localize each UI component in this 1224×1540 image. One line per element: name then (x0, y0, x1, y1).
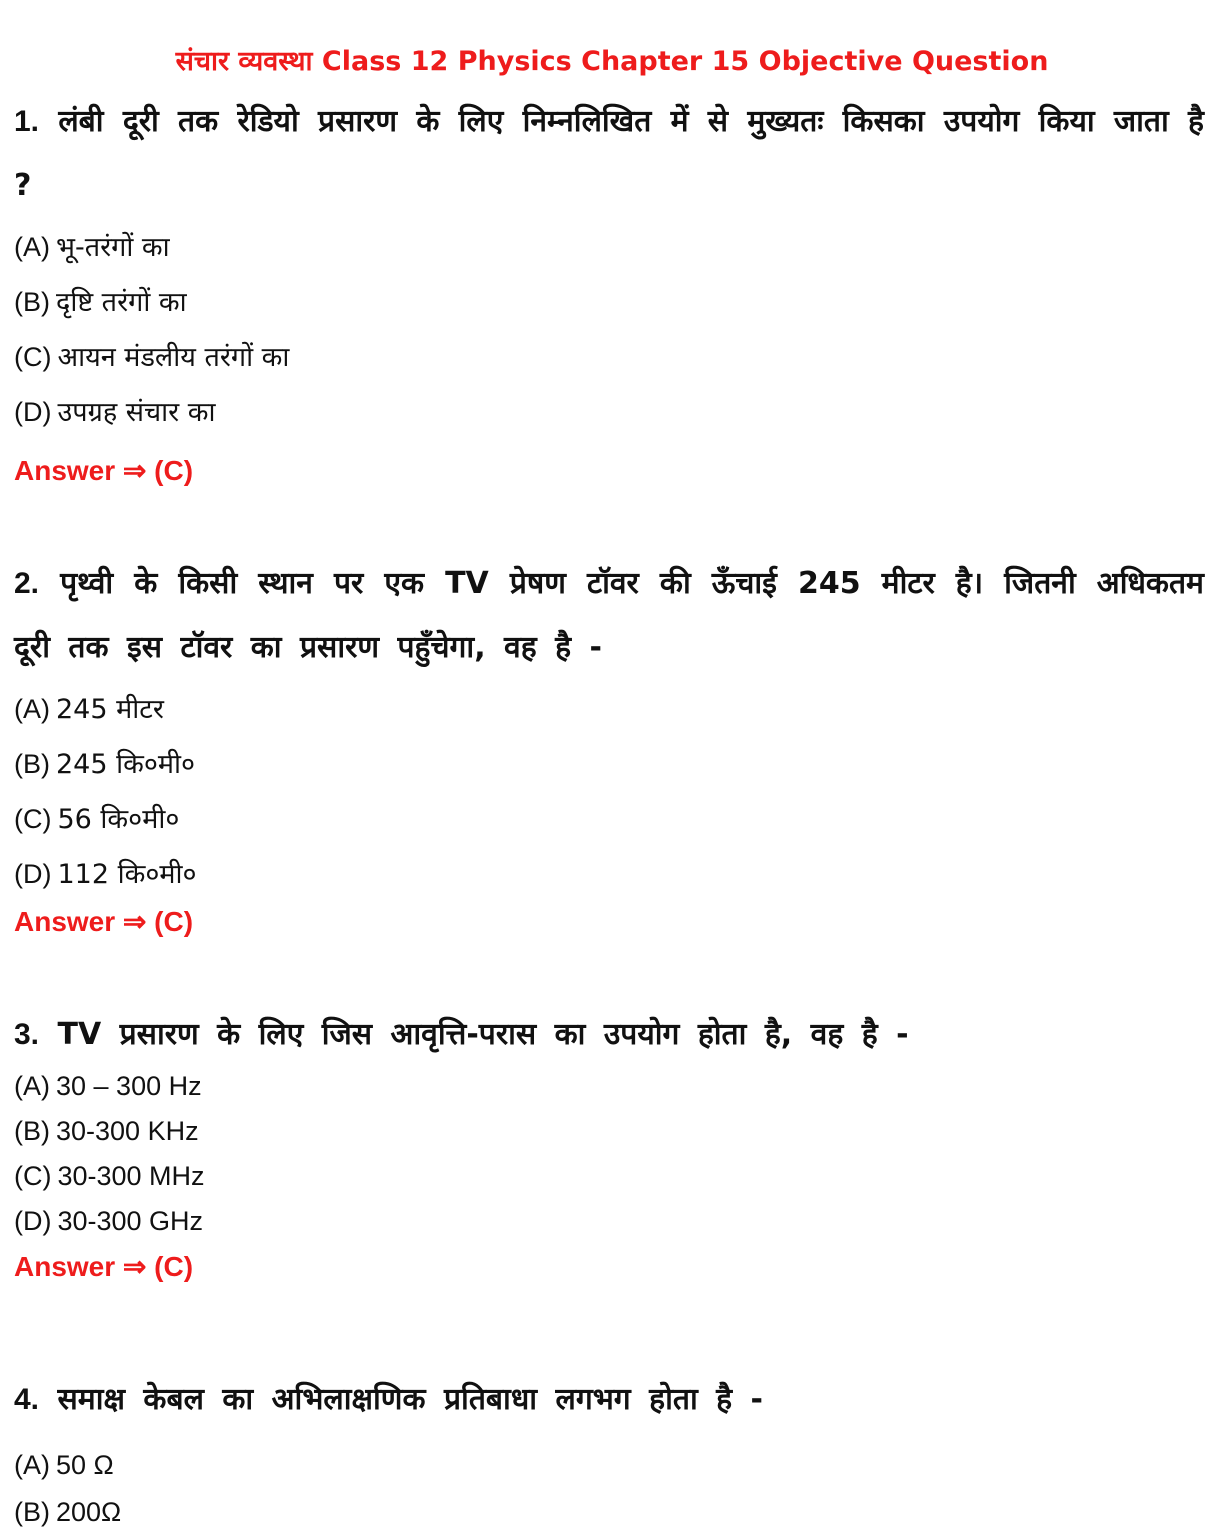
option-text: 30 – 300 Hz (56, 1071, 202, 1101)
option-list (14, 220, 1204, 440)
question-number: 2. (14, 567, 40, 600)
option-key: (B) (14, 287, 50, 317)
option-text: 30-300 MHz (57, 1161, 205, 1191)
option-a (14, 682, 1204, 737)
option-text: दृष्टि तरंगों का (56, 287, 187, 318)
question-text (14, 1010, 1204, 1060)
option-b (14, 1109, 1204, 1154)
question-body: TV प्रसारण के लिए जिस आवृत्ति-परास का उपयोग होता है, वह है - (57, 1017, 909, 1052)
option-text: 50 Ω (56, 1450, 114, 1480)
option-list (14, 682, 1204, 902)
option-b (14, 737, 1204, 792)
option-text: आयन मंडलीय तरंगों का (57, 342, 290, 373)
option-key: (B) (14, 749, 50, 779)
option-key: (A) (14, 1071, 50, 1101)
option-key: (A) (14, 232, 50, 262)
option-d (14, 1199, 1204, 1244)
option-d (14, 847, 1204, 902)
option-c (14, 330, 1204, 385)
answer-label: Answer ⇒ (C) (14, 455, 194, 486)
option-c (14, 1154, 1204, 1199)
question-body: पृथ्वी के किसी स्थान पर एक TV प्रेषण टॉवर की ऊँचाई 245 मीटर है। जितनी अधिकतम दूरी तक इस टॉवर का प्रसारण पहुँचेगा, वह है - (14, 566, 1204, 665)
answer-label: Answer ⇒ (C) (14, 1251, 194, 1282)
question-body: लंबी दूरी तक रेडियो प्रसारण के लिए निम्नलिखित में से मुख्यतः किसका उपयोग किया जाता है ? (14, 104, 1204, 203)
question-body: समाक्ष केबल का अभिलाक्षणिक प्रतिबाधा लगभग होता है - (57, 1382, 763, 1417)
question-text (14, 552, 1204, 680)
option-text: 56 कि०मी० (57, 804, 180, 835)
option-b (14, 1489, 1204, 1536)
question-number: 3. (14, 1018, 40, 1051)
question-4 (14, 1374, 1204, 1536)
option-a (14, 1442, 1204, 1489)
option-a (14, 220, 1204, 275)
question-1 (14, 90, 1204, 494)
option-text: 245 मीटर (56, 694, 164, 725)
question-3 (14, 1010, 1204, 1290)
option-key: (B) (14, 1497, 50, 1527)
option-key: (C) (14, 1161, 52, 1191)
option-text: 245 कि०मी० (56, 749, 196, 780)
question-2 (14, 552, 1204, 942)
option-list (14, 1442, 1204, 1536)
option-text: भू-तरंगों का (56, 232, 170, 263)
answer-label: Answer ⇒ (C) (14, 906, 194, 937)
option-key: (A) (14, 1450, 50, 1480)
option-key: (C) (14, 804, 52, 834)
option-a (14, 1064, 1204, 1109)
option-key: (D) (14, 859, 52, 889)
option-b (14, 275, 1204, 330)
option-key: (A) (14, 694, 50, 724)
question-text (14, 90, 1204, 218)
option-text: 30-300 KHz (56, 1116, 199, 1146)
option-key: (D) (14, 1206, 52, 1236)
option-c (14, 792, 1204, 847)
question-number: 4. (14, 1383, 40, 1416)
option-key: (D) (14, 397, 52, 427)
option-list (14, 1064, 1204, 1244)
option-text: उपग्रह संचार का (57, 397, 216, 428)
option-key: (C) (14, 342, 52, 372)
question-number: 1. (14, 105, 40, 138)
option-text: 112 कि०मी० (57, 859, 197, 890)
page-title: संचार व्यवस्था Class 12 Physics Chapter 15 Objective Question (175, 46, 1049, 78)
question-text (14, 1374, 1204, 1426)
option-text: 200Ω (56, 1497, 122, 1527)
option-text: 30-300 GHz (57, 1206, 204, 1236)
option-key: (B) (14, 1116, 50, 1146)
option-d (14, 385, 1204, 440)
